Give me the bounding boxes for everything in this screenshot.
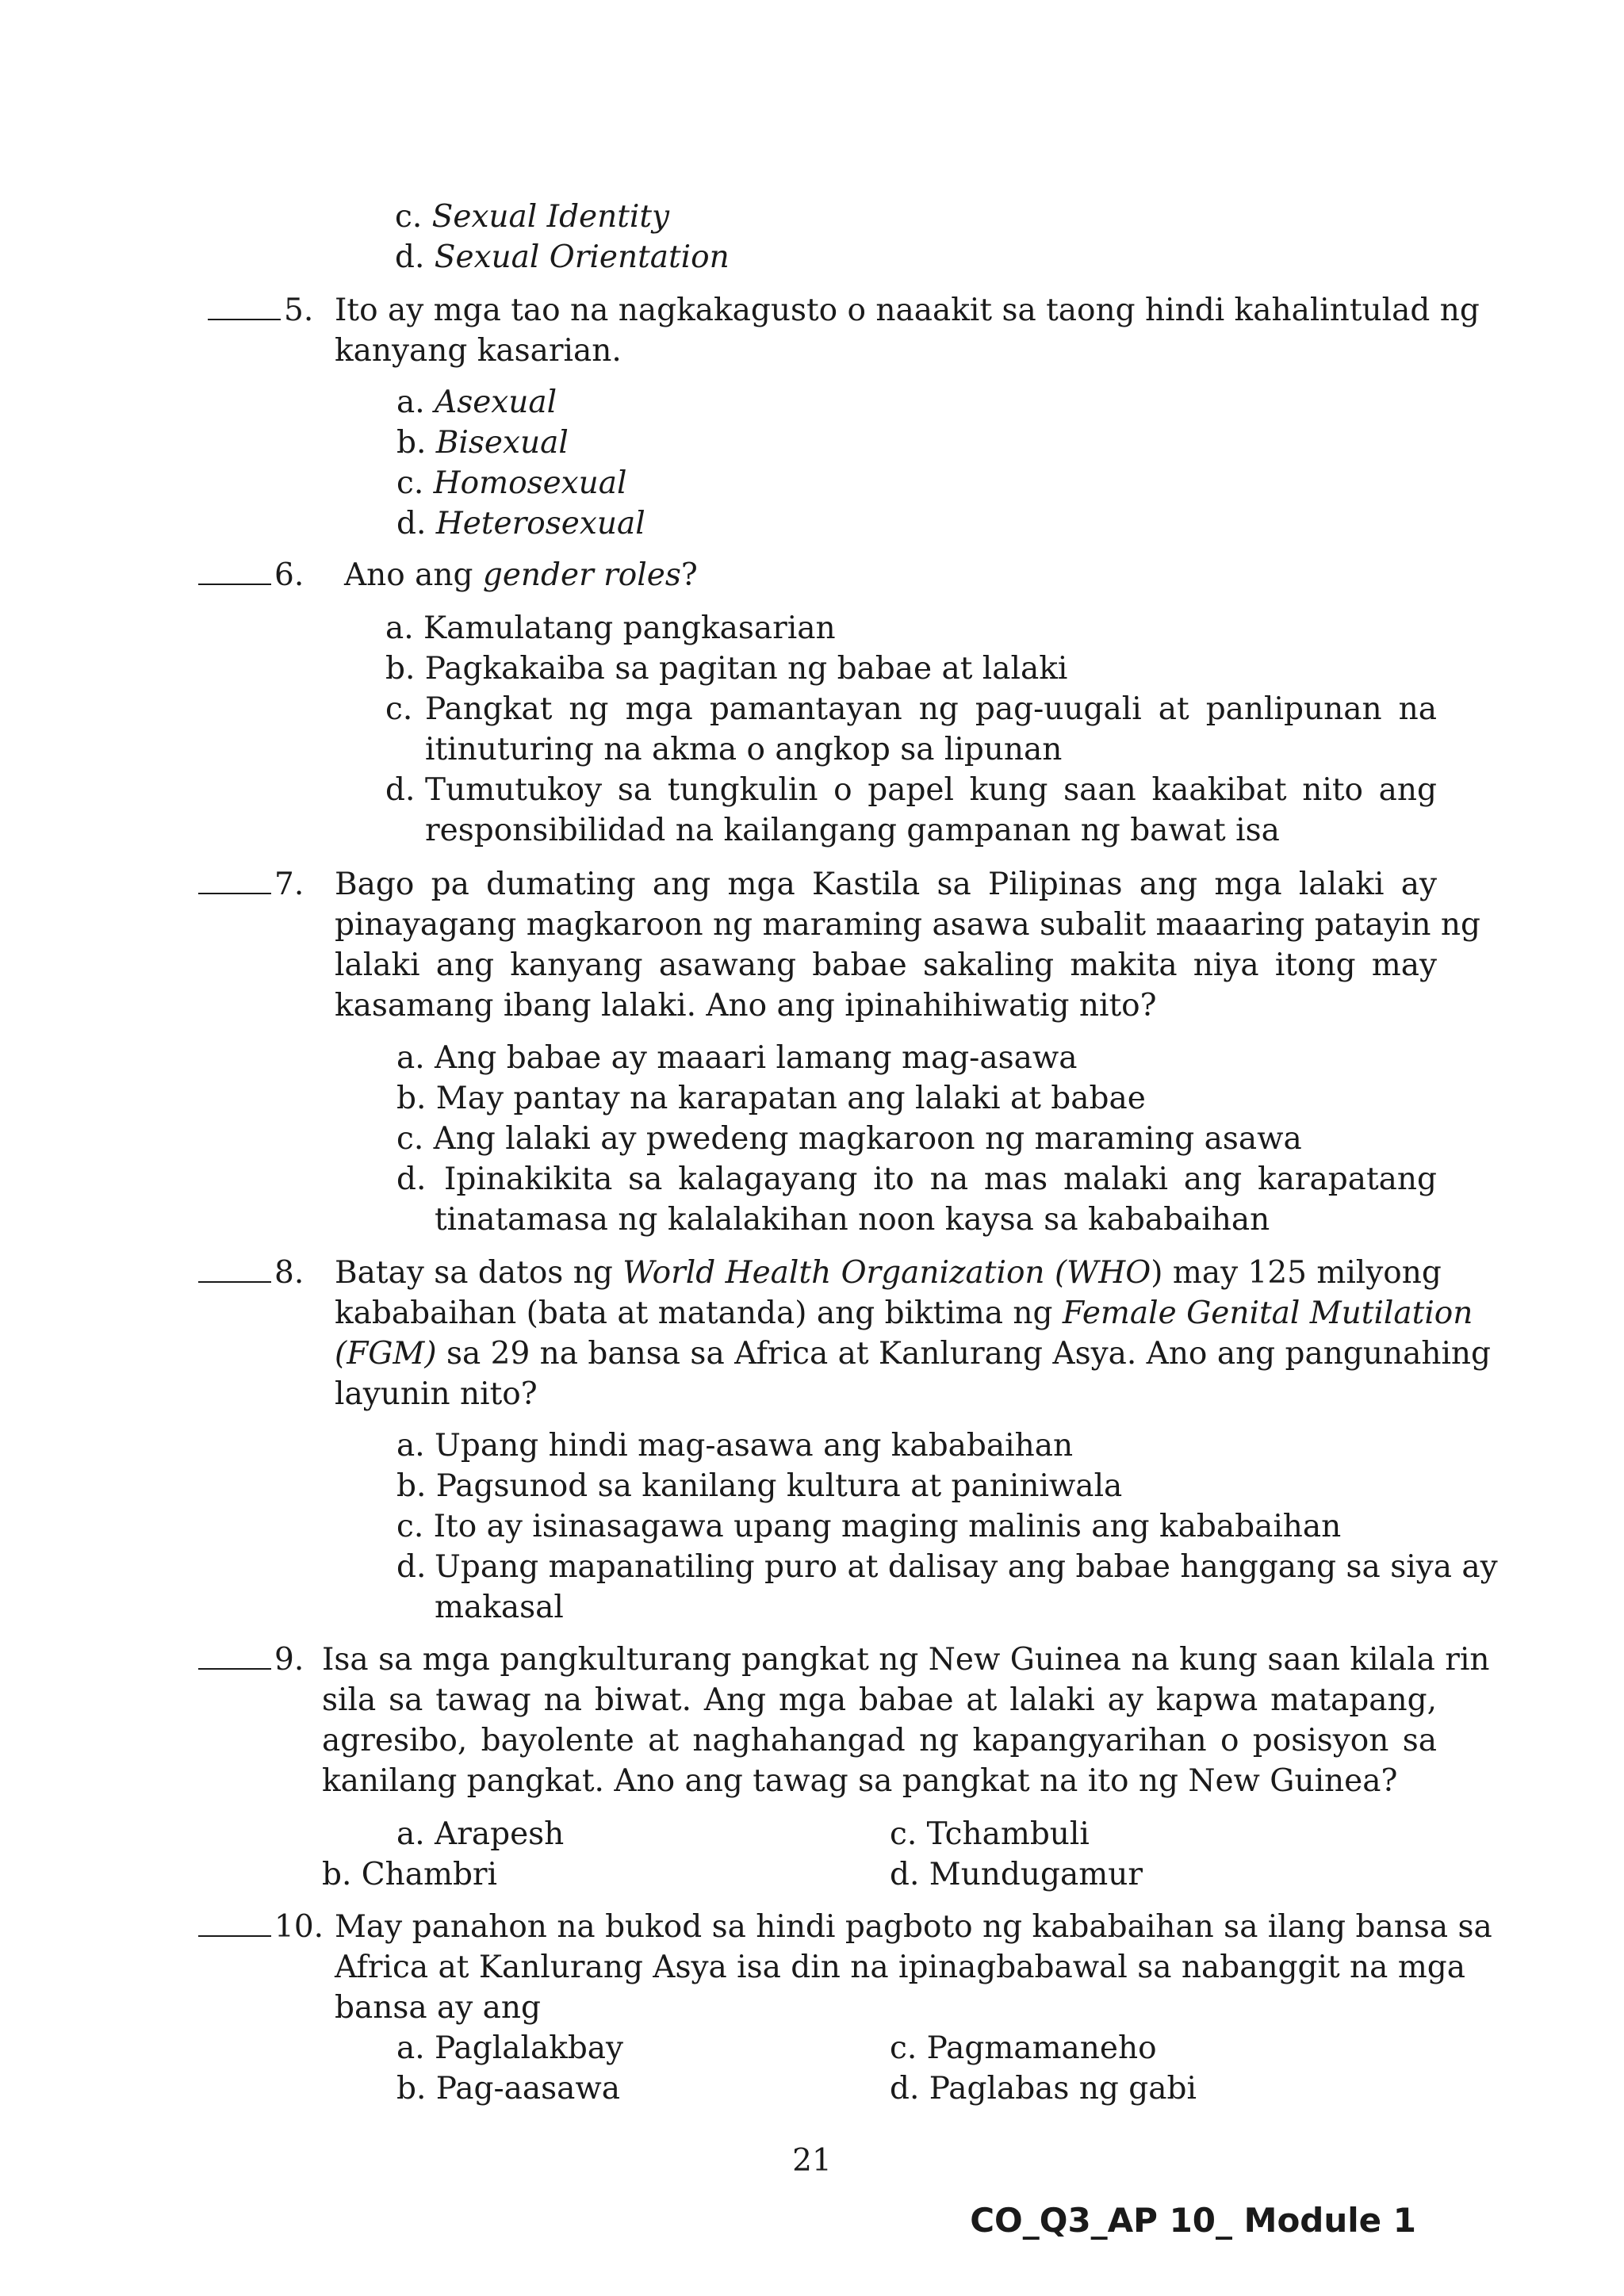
answer-blank[interactable] [198, 1254, 271, 1283]
question-10-number: 10. [198, 1907, 324, 1947]
choice-d-letter: d. [396, 1161, 427, 1197]
choice-c: c. Sexual Identity [395, 199, 670, 235]
choice-d-letter: d. [385, 772, 416, 808]
question-10-text: May panahon na bukod sa hindi pagboto ng kababaihan sa ilang bansa sa [335, 1909, 1492, 1945]
question-6-text: Ano ang gender roles? [344, 557, 698, 593]
choice-d: responsibilidad na kailangang gampanan ng bawat isa [425, 813, 1280, 848]
choice-a: a. Paglalakbay [396, 2030, 624, 2066]
question-5-number: 5. [208, 290, 313, 331]
question-7-text: Bago pa dumating ang mga Kastila sa Pilipinas ang mga lalaki ay [335, 867, 1437, 902]
choice-d: tinatamasa ng kalalakihan noon kaysa sa kababaihan [435, 1202, 1270, 1238]
choice-c: c. Homosexual [396, 465, 627, 501]
question-10-text: Africa at Kanlurang Asya isa din na ipinagbabawal sa nabanggit na mga [335, 1950, 1466, 1985]
choice-d: d. Heterosexual [396, 506, 645, 541]
question-8-text: kababaihan (bata at matanda) ang biktima ng Female Genital Mutilation [335, 1295, 1473, 1331]
question-7-text: pinayagang magkaroon ng maraming asawa subalit maaaring patayin ng [335, 907, 1481, 943]
page-number: 21 [792, 2143, 832, 2179]
choice-c: c. Ang lalaki ay pwedeng magkaroon ng maraming asawa [396, 1121, 1302, 1157]
question-6-number: 6. [198, 555, 304, 595]
question-9-text: agresibo, bayolente at naghahangad ng kapangyarihan o posisyon sa [322, 1723, 1437, 1758]
question-9-text: kanilang pangkat. Ano ang tawag sa pangkat na ito ng New Guinea? [322, 1763, 1398, 1799]
choice-d-letter: d. [396, 1549, 427, 1585]
choice-a: a. Upang hindi mag-asawa ang kababaihan [396, 1428, 1074, 1464]
answer-blank[interactable] [198, 866, 271, 894]
choice-d: Tumutukoy sa tungkulin o papel kung saan kaakibat nito ang [425, 772, 1437, 808]
question-7-text: kasamang ibang lalaki. Ano ang ipinahihiwatig nito? [335, 988, 1157, 1024]
choice-b: b. Chambri [322, 1857, 498, 1892]
choice-c: c. Tchambuli [890, 1816, 1090, 1852]
answer-blank[interactable] [208, 292, 281, 320]
answer-blank[interactable] [198, 1908, 271, 1937]
choice-a: a. Asexual [396, 385, 557, 420]
choice-b: b. Bisexual [396, 425, 569, 461]
choice-c-letter: c. [385, 691, 413, 727]
question-7-number: 7. [198, 864, 304, 905]
choice-d: d. Mundugamur [890, 1857, 1143, 1892]
module-footer: CO_Q3_AP 10_ Module 1 [970, 2201, 1416, 2240]
choice-d: Ipinakikita sa kalagayang ito na mas malaki ang karapatang [444, 1161, 1437, 1197]
choice-a: a. Kamulatang pangkasarian [385, 610, 836, 646]
question-8-text: layunin nito? [335, 1376, 538, 1412]
choice-b: b. Pagsunod sa kanilang kultura at paniniwala [396, 1468, 1123, 1504]
question-9-text: sila sa tawag na biwat. Ang mga babae at lalaki ay kapwa matapang, [322, 1682, 1437, 1718]
choice-c: Pangkat ng mga pamantayan ng pag-uugali at panlipunan na [425, 691, 1437, 727]
question-9-number: 9. [198, 1640, 304, 1680]
choice-b: b. May pantay na karapatan ang lalaki at babae [396, 1081, 1146, 1116]
choice-b: b. Pagkakaiba sa pagitan ng babae at lalaki [385, 651, 1068, 687]
choice-a: a. Ang babae ay maaari lamang mag-asawa [396, 1040, 1078, 1076]
question-9-text: Isa sa mga pangkulturang pangkat ng New Guinea na kung saan kilala rin [322, 1642, 1490, 1678]
choice-d: d. Paglabas ng gabi [890, 2071, 1197, 2107]
question-5-text: kanyang kasarian. [335, 333, 622, 369]
choice-c: c. Pagmamaneho [890, 2030, 1157, 2066]
choice-c: c. Ito ay isinasagawa upang maging malinis ang kababaihan [396, 1509, 1342, 1544]
choice-b: b. Pag-aasawa [396, 2071, 621, 2107]
question-7-text: lalaki ang kanyang asawang babae sakaling makita niya itong may [335, 947, 1437, 983]
question-8-text: Batay sa datos ng World Health Organization (WHO) may 125 milyong [335, 1255, 1442, 1291]
question-10-text: bansa ay ang [335, 1990, 542, 2026]
question-8-number: 8. [198, 1253, 304, 1293]
answer-blank[interactable] [198, 1641, 271, 1670]
choice-d: makasal [435, 1590, 564, 1625]
choice-d: Upang mapanatiling puro at dalisay ang babae hanggang sa siya ay [435, 1549, 1498, 1585]
question-8-text: (FGM) sa 29 na bansa sa Africa at Kanlurang Asya. Ano ang pangunahing [335, 1336, 1492, 1372]
question-5-text: Ito ay mga tao na nagkakagusto o naaakit sa taong hindi kahalintulad ng [335, 293, 1480, 328]
answer-blank[interactable] [198, 557, 271, 585]
choice-a: a. Arapesh [396, 1816, 565, 1852]
choice-c: itinuturing na akma o angkop sa lipunan [425, 732, 1063, 767]
choice-d: d. Sexual Orientation [395, 239, 730, 275]
